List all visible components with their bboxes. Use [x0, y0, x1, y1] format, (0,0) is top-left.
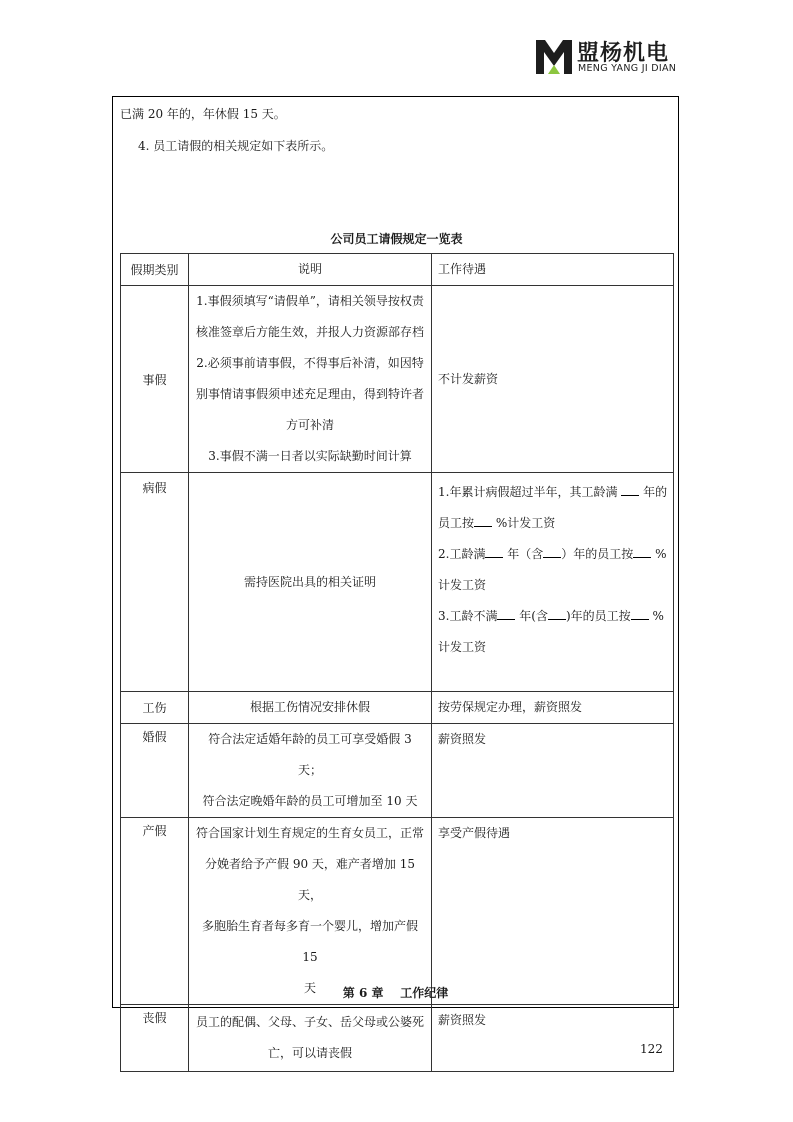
paragraph-annual-leave: 已满 20 年的，年休假 15 天。 — [120, 107, 286, 121]
leave-treatment — [432, 473, 674, 692]
text: )年的员工按 — [565, 609, 631, 623]
desc-line: 亡，可以请丧假 — [267, 1046, 352, 1060]
logo-chinese-name: 盟杨机电 — [577, 41, 670, 66]
company-logo — [536, 38, 676, 78]
blank — [633, 545, 651, 558]
desc-line: 员工的配偶、父母、子女、岳父母或公婆死 — [195, 1015, 424, 1029]
text: 年的 — [643, 485, 668, 499]
treat-line — [438, 539, 673, 570]
text: ）年的员工按 — [561, 547, 634, 561]
treat-line — [438, 508, 673, 539]
text: % — [655, 547, 667, 561]
leave-type: 事假 — [121, 286, 189, 473]
desc-line: 多胞胎生育者每多育一个婴儿，增加产假 15 — [201, 919, 418, 964]
table-header-row — [121, 254, 674, 286]
desc-line: 1.事假须填写“请假单”，请相关领导按权责 — [196, 294, 424, 308]
desc-line: 天 — [303, 981, 316, 995]
leave-type: 婚假 — [121, 724, 189, 818]
leave-desc — [189, 818, 432, 1005]
leave-treatment: 薪资照发 — [432, 1005, 674, 1072]
leave-treatment: 按劳保规定办理，薪资照发 — [432, 692, 674, 724]
text: 年（含 — [507, 547, 544, 561]
blank — [548, 607, 566, 620]
leave-type: 工伤 — [121, 692, 189, 724]
table-row — [121, 286, 674, 473]
table-row — [121, 1005, 674, 1072]
treat-line: 计发工资 — [438, 640, 487, 654]
header-type: 假期类别 — [121, 254, 189, 286]
desc-line: 核准签章后方能生效，并报人力资源部存档 — [195, 325, 424, 339]
blank — [621, 483, 639, 496]
text: 员工按 — [438, 516, 475, 530]
leave-rules-table — [120, 253, 674, 1072]
blank — [497, 607, 515, 620]
text: 3.工龄不满 — [438, 609, 498, 623]
blank — [474, 514, 492, 527]
leave-type: 病假 — [121, 473, 189, 692]
desc-line: 符合法定晚婚年龄的员工可增加至 10 天 — [202, 794, 418, 808]
leave-treatment: 不计发薪资 — [432, 286, 674, 473]
leave-desc — [189, 724, 432, 818]
table-title: 公司员工请假规定一览表 — [330, 232, 463, 246]
header-desc: 说明 — [189, 254, 432, 286]
desc-line: 2.必须事前请事假，不得事后补清，如因特 — [196, 356, 424, 370]
leave-desc — [189, 286, 432, 473]
leave-desc: 根据工伤情况安排休假 — [189, 692, 432, 724]
leave-desc: 需持医院出具的相关证明 — [189, 473, 432, 692]
desc-line: 别事情请事假须申述充足理由，得到特许者 — [195, 387, 424, 401]
logo-mark-icon — [536, 40, 572, 74]
leave-type: 产假 — [121, 818, 189, 1005]
treat-line: 计发工资 — [438, 578, 487, 592]
leave-type: 丧假 — [121, 1005, 189, 1072]
text: 2.工龄满 — [438, 547, 486, 561]
table-row — [121, 724, 674, 818]
leave-desc — [189, 1005, 432, 1072]
logo-english-name: MENG YANG JI DIAN — [578, 63, 677, 74]
desc-line: 符合国家计划生育规定的生育女员工，正常 — [195, 826, 424, 840]
desc-line: 3.事假不满一日者以实际缺勤时间计算 — [208, 449, 412, 463]
table-row — [121, 692, 674, 724]
blank — [485, 545, 503, 558]
desc-line: 分娩者给予产假 90 天，难产者增加 15 天， — [205, 857, 415, 902]
header-treat: 工作待遇 — [432, 254, 674, 286]
leave-treatment: 享受产假待遇 — [432, 818, 674, 1005]
desc-line: 符合法定适婚年龄的员工可享受婚假 3 天； — [208, 732, 412, 777]
text: 年(含 — [519, 609, 548, 623]
treat-line — [438, 601, 673, 632]
table-row — [121, 473, 674, 692]
text: 1.年累计病假超过半年，其工龄满 — [438, 485, 618, 499]
treat-line — [438, 477, 673, 508]
paragraph-leave-intro: 4. 员工请假的相关规定如下表所示。 — [138, 139, 334, 153]
leave-treatment: 薪资照发 — [432, 724, 674, 818]
table-row — [121, 818, 674, 1005]
blank — [631, 607, 649, 620]
blank — [543, 545, 561, 558]
text: %计发工资 — [495, 516, 556, 530]
desc-line: 方可补清 — [285, 418, 334, 432]
text: % — [652, 609, 664, 623]
page-number: 122 — [640, 1042, 663, 1056]
chapter-heading: 第 6 章 工作纪律 — [342, 986, 449, 1000]
